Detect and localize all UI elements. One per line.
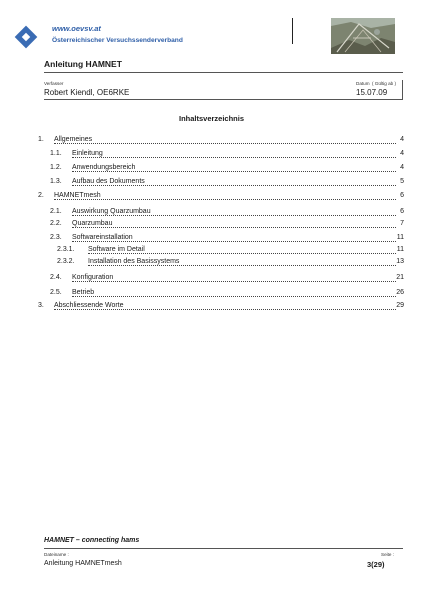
footer-tagline: HAMNET – connecting hams: [44, 537, 140, 544]
toc-dot-leader: [88, 265, 396, 266]
toc-entry-page: 7: [400, 220, 404, 227]
toc-entry-number: 2.1.: [50, 208, 62, 215]
valid-from-caption: ( Gültig ab ): [372, 81, 396, 86]
page-number: 3(29): [367, 560, 385, 569]
title-rule: [44, 72, 403, 73]
toc-entry-title: HAMNETmesh: [54, 192, 101, 199]
toc-entry-title: Software im Detail: [88, 246, 145, 253]
document-title: Anleitung HAMNET: [44, 59, 122, 69]
toc-dot-leader: [54, 199, 396, 200]
toc-entry-number: 1.2.: [50, 164, 62, 171]
toc-dot-leader: [54, 309, 396, 310]
toc-entry-title: Einleitung: [72, 150, 103, 157]
toc-entry-number: 1.: [38, 136, 44, 143]
toc-dot-leader: [72, 296, 396, 297]
toc-entry[interactable]: [38, 234, 404, 246]
toc-entry[interactable]: [38, 192, 404, 204]
toc-entry-title: Anwendungsbereich: [72, 164, 136, 171]
toc-entry-title: Betrieb: [72, 289, 95, 296]
toc-entry-number: 2.: [38, 192, 44, 199]
toc-entry-number: 2.3.1.: [57, 246, 75, 253]
toc-dot-leader: [54, 143, 396, 144]
toc-dot-leader: [72, 215, 396, 216]
toc-entry-number: 2.5.: [50, 289, 62, 296]
header-divider: [292, 18, 293, 44]
antenna-photo-icon: [331, 18, 395, 54]
meta-rule: [44, 99, 403, 100]
toc-entry-page: 4: [400, 136, 404, 143]
author-name: Robert Kiendl, OE6RKE: [44, 88, 130, 97]
toc-entry-page: 5: [400, 178, 404, 185]
toc-dot-leader: [72, 185, 396, 186]
toc-entry-number: 2.3.: [50, 234, 62, 241]
toc-entry-page: 13: [396, 258, 404, 265]
toc-entry[interactable]: [38, 246, 404, 258]
toc-entry-page: 4: [400, 150, 404, 157]
toc-entry-title: Aufbau des Dokuments: [72, 178, 145, 185]
org-name: Österreichischer Versuchssenderverband: [52, 37, 183, 44]
toc-entry-title: Quarzumbau: [72, 220, 113, 227]
toc-entry-number: 1.1.: [50, 150, 62, 157]
toc-dot-leader: [72, 227, 396, 228]
page-caption: Seite :: [381, 552, 395, 557]
toc-dot-leader: [72, 281, 396, 282]
toc-entry-number: 2.2.: [50, 220, 62, 227]
toc-entry-page: 6: [400, 208, 404, 215]
toc-entry[interactable]: [38, 136, 404, 148]
toc-entry[interactable]: [38, 164, 404, 176]
toc-entry[interactable]: [38, 302, 404, 314]
file-name: Anleitung HAMNETmesh: [44, 560, 122, 567]
toc-entry-title: Installation des Basissystems: [88, 258, 180, 265]
date-caption: Datum: [356, 81, 370, 86]
toc-entry[interactable]: [38, 208, 404, 220]
toc-entry-page: 21: [396, 274, 404, 281]
toc-entry-page: 11: [396, 234, 404, 241]
toc-dot-leader: [88, 253, 396, 254]
toc-entry[interactable]: [38, 289, 404, 301]
toc-entry-number: 1.3.: [50, 178, 62, 185]
meta-box-edge: [402, 80, 403, 99]
toc-entry-number: 2.4.: [50, 274, 62, 281]
toc-dot-leader: [72, 241, 396, 242]
toc-entry-page: 6: [400, 192, 404, 199]
document-date: 15.07.09: [356, 88, 388, 97]
toc-entry-page: 26: [396, 289, 404, 296]
toc-entry-page: 11: [396, 246, 404, 253]
toc-entry-number: 3.: [38, 302, 44, 309]
toc-heading: Inhaltsverzeichnis: [178, 114, 245, 123]
toc-dot-leader: [72, 171, 396, 172]
org-url: www.oevsv.at: [52, 24, 101, 33]
toc-entry-title: Abschliessende Worte: [54, 302, 124, 309]
toc-entry[interactable]: [38, 220, 404, 232]
toc-entry[interactable]: [38, 274, 404, 286]
toc-entry-number: 2.3.2.: [57, 258, 75, 265]
toc-entry[interactable]: [38, 258, 404, 270]
toc-entry-title: Softwareinstallation: [72, 234, 133, 241]
toc-entry-title: Konfiguration: [72, 274, 114, 281]
toc-entry-title: Auswirkung Quarzumbau: [72, 208, 151, 215]
toc-entry[interactable]: [38, 150, 404, 162]
toc-entry-page: 29: [396, 302, 404, 309]
toc-entry-title: Allgemeines: [54, 136, 93, 143]
toc-dot-leader: [72, 157, 396, 158]
author-caption: Verfasser: [44, 81, 64, 86]
toc-entry-page: 4: [400, 164, 404, 171]
toc-entry[interactable]: [38, 178, 404, 190]
footer-rule: [44, 548, 403, 549]
file-name-caption: Dateiname :: [44, 552, 69, 557]
